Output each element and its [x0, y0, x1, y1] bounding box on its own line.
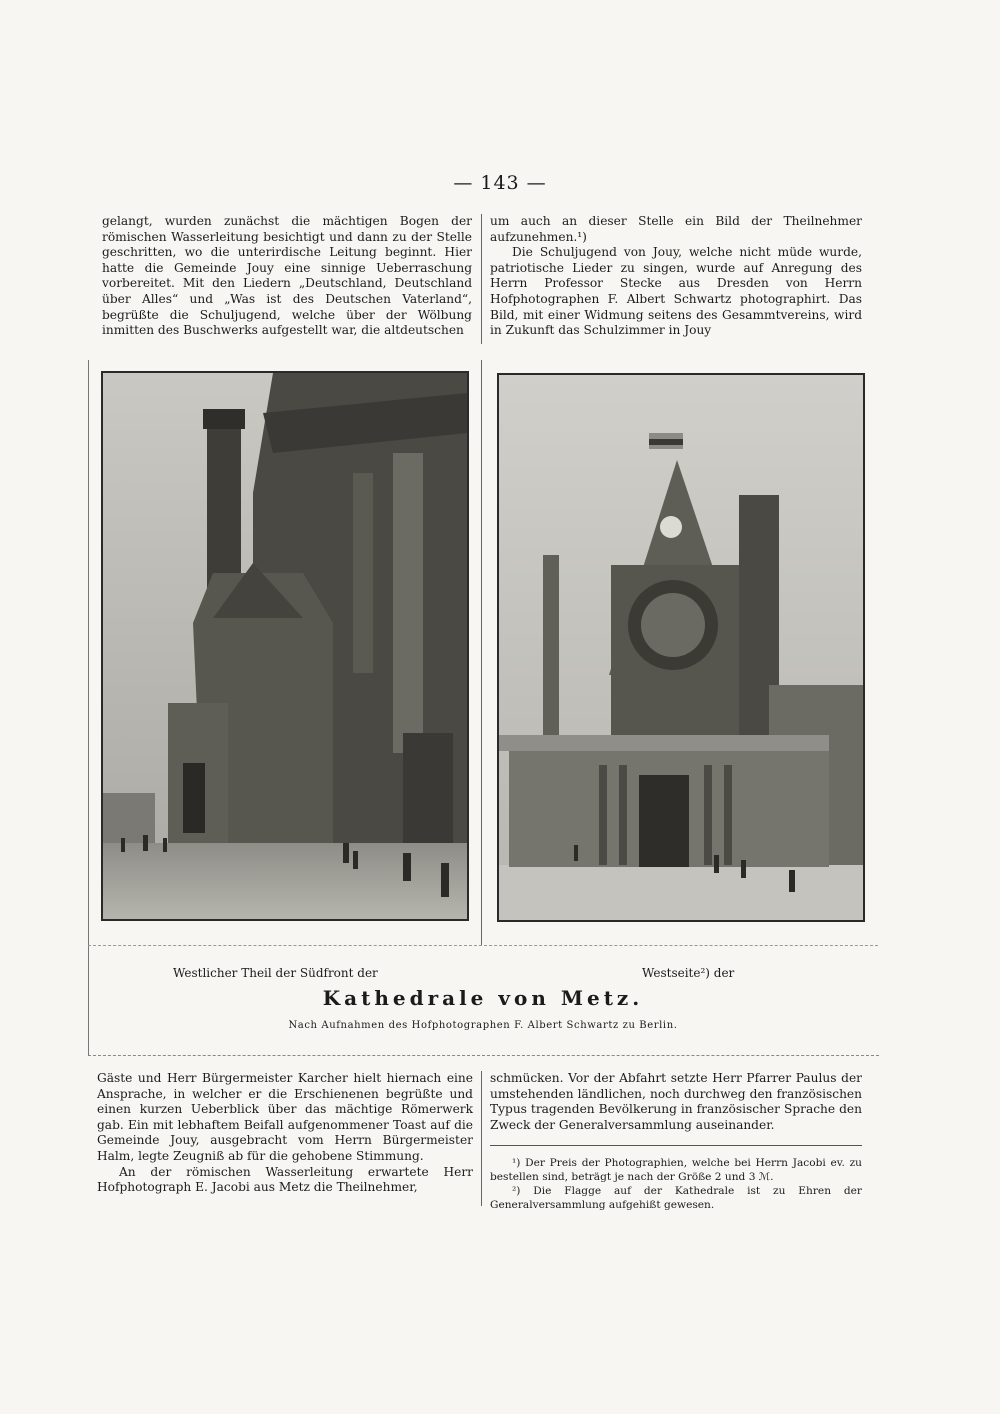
- column-divider: [481, 214, 482, 344]
- figure-title: Kathedrale von Metz.: [322, 986, 644, 1010]
- paragraph: Gäste und Herr Bürgermeister Karcher hielt hiernach eine Ansprache, in welcher er die Erschienenen begrüßte und einen kurzen Ueberblick über das mächtige Römerwerk gab. Ein mit lebhaftem Beifall aufgenommener Toast auf die Gemeinde Jouy, ausgebracht vom Herrn Bürgermeister Halm, legte Zeugniß ab für die gehobene Stimmung.: [97, 1071, 473, 1163]
- page-number: — 143 —: [453, 172, 547, 194]
- footnotes: [490, 1145, 862, 1212]
- text-column-bottom-left: [97, 1071, 473, 1196]
- footnote: ²) Die Flagge auf der Kathedrale ist zu Ehren der Generalversammlung aufgehißt gewesen.: [490, 1185, 862, 1211]
- figure-divider: [481, 360, 482, 945]
- photo-credit: Nach Aufnahmen des Hofphotographen F. Albert Schwartz zu Berlin.: [288, 1020, 678, 1031]
- text-column-top-right: [490, 214, 862, 339]
- cathedral-south-front-photo: [101, 371, 469, 921]
- footnote: ¹) Der Preis der Photographien, welche bei Herrn Jacobi ev. zu bestellen sind, beträgt je nach der Größe 2 und 3 ℳ.: [490, 1157, 862, 1183]
- paragraph: Die Schuljugend von Jouy, welche nicht müde wurde, patriotische Lieder zu singen, wurde auf Anregung des Herrn Professor Stecke aus Dresden von Herrn Hofphotographen F. Albert Schwartz photographirt. Das Bild, mit einer Widmung seitens des Gesammtvereins, wird in Zukunft das Schulzimmer in Jouy: [490, 245, 862, 338]
- figure-caption-right: Westseite²) der: [642, 966, 735, 980]
- paragraph: An der römischen Wasserleitung erwartete Herr Hofphotograph E. Jacobi aus Metz die Theilnehmer,: [97, 1164, 473, 1195]
- cathedral-west-front-photo: [497, 373, 865, 922]
- paragraph: um auch an dieser Stelle ein Bild der Theilnehmer aufzunehmen.¹): [490, 214, 862, 244]
- caption-divider: [88, 945, 878, 946]
- paragraph: schmücken. Vor der Abfahrt setzte Herr Pfarrer Paulus der umstehenden ländlichen, noch durchweg den französischen Typus tragenden Bevölkerung in französischer Sprache den Zweck der Generalversammlung auseinander.: [490, 1071, 862, 1132]
- figure-caption-left: Westlicher Theil der Südfront der: [173, 966, 378, 980]
- text-column-top-left: [102, 214, 472, 339]
- column-divider: [481, 1071, 482, 1206]
- text-column-bottom-right: [490, 1071, 862, 1133]
- paragraph: gelangt, wurden zunächst die mächtigen Bogen der römischen Wasserleitung besichtigt und dann zu der Stelle geschritten, wo die unterirdische Leitung beginnt. Hier hatte die Gemeinde Jouy eine sinnige Ueberraschung vorbereitet. Mit den Liedern „Deutschland, Deutschland über Alles“ und „Was ist des Deutschen Vaterland“, begrüßte die Schuljugend, welche über der Wölbung inmitten des Buschwerks aufgestellt war, die altdeutschen: [102, 214, 472, 338]
